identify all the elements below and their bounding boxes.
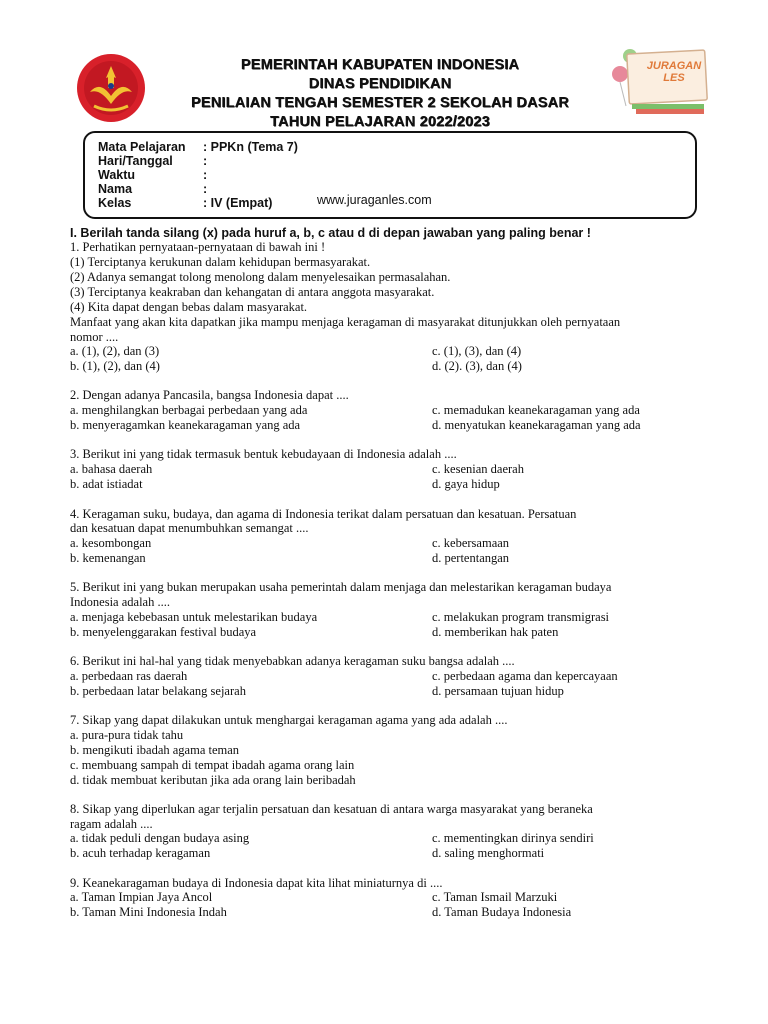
- info-value: :: [203, 154, 208, 168]
- juragan-les-logo: [608, 46, 712, 116]
- header-government: PEMERINTAH KABUPATEN INDONESIA: [240, 57, 520, 73]
- instruction-text: I. Berilah tanda silang (x) pada huruf a, b, c atau d di depan jawaban yang paling benar !: [70, 226, 591, 240]
- info-label: Waktu: [98, 168, 136, 182]
- question-8-option-d: d. saling menghormati: [432, 846, 545, 860]
- question-9-option-a: a. Taman Impian Jaya Ancol: [70, 890, 213, 904]
- question-5-option-a: a. menjaga kebebasan untuk melestarikan budaya: [70, 610, 318, 624]
- question-2-option-c: c. memadukan keanekaragaman yang ada: [432, 403, 640, 417]
- question-1-question-line-2: nomor ....: [70, 330, 119, 344]
- info-label: Nama: [98, 182, 133, 196]
- question-3-option-d: d. gaya hidup: [432, 477, 500, 491]
- info-value: :: [203, 168, 208, 182]
- question-7-option-c: c. membuang sampah di tempat ibadah agama orang lain: [70, 758, 355, 772]
- question-7-option-b: b. mengikuti ibadah agama teman: [70, 743, 240, 757]
- question-6-option-a: a. perbedaan ras daerah: [70, 669, 188, 683]
- question-6-option-d: d. persamaan tujuan hidup: [432, 684, 564, 698]
- question-8-stem-line-1: 8. Sikap yang diperlukan agar terjalin persatuan dan kesatuan di antara warga masyarakat yang beraneka: [70, 802, 593, 816]
- question-3-stem: 3. Berikut ini yang tidak termasuk bentuk kebudayaan di Indonesia adalah ....: [70, 447, 457, 461]
- question-1-option-b: b. (1), (2), dan (4): [70, 359, 160, 373]
- info-value: : IV (Empat): [203, 196, 273, 210]
- question-4-option-d: d. pertentangan: [432, 551, 510, 565]
- info-row-time: [98, 168, 207, 182]
- question-5-stem-line-1: 5. Berikut ini yang bukan merupakan usaha pemerintah dalam menjaga dan melestarikan keragaman budaya: [70, 580, 612, 594]
- question-9-option-b: b. Taman Mini Indonesia Indah: [70, 905, 227, 919]
- question-1-option-a: a. (1), (2), dan (3): [70, 344, 160, 358]
- header-department: DINAS PENDIDIKAN: [308, 76, 452, 92]
- question-3-option-c: c. kesenian daerah: [432, 462, 524, 476]
- question-2-option-d: d. menyatukan keanekaragaman yang ada: [432, 418, 641, 432]
- question-5-option-b: b. menyelenggarakan festival budaya: [70, 625, 257, 639]
- info-value: : PPKn (Tema 7): [203, 140, 298, 154]
- question-1-option-c: c. (1), (3), dan (4): [432, 344, 522, 358]
- question-1-statement-4: (4) Kita dapat dengan bebas dalam masyarakat.: [70, 300, 308, 314]
- question-7-stem: 7. Sikap yang dapat dilakukan untuk menghargai keragaman agama yang ada adalah ....: [70, 713, 508, 727]
- info-row-name: [98, 182, 207, 196]
- info-row-subject: [98, 140, 298, 154]
- website-text: www.juraganles.com: [317, 193, 432, 207]
- info-label: Hari/Tanggal: [98, 154, 173, 168]
- question-8-option-c: c. mementingkan dirinya sendiri: [432, 831, 594, 845]
- question-4-option-c: c. kebersamaan: [432, 536, 510, 550]
- question-5-stem-line-2: Indonesia adalah ....: [70, 595, 170, 609]
- header-exam-title: PENILAIAN TENGAH SEMESTER 2 SEKOLAH DASAR: [191, 95, 569, 111]
- info-label: Mata Pelajaran: [98, 140, 186, 154]
- question-1-option-d: d. (2). (3), dan (4): [432, 359, 522, 373]
- info-value: :: [203, 182, 208, 196]
- question-8-option-b: b. acuh terhadap keragaman: [70, 846, 211, 860]
- question-1-statement-2: (2) Adanya semangat tolong menolong dalam menyelesaikan permasalahan.: [70, 270, 451, 284]
- logo-text-les: LES: [663, 72, 685, 84]
- question-1-stem: 1. Perhatikan pernyataan-pernyataan di bawah ini !: [70, 240, 326, 254]
- info-row-date: [98, 154, 207, 168]
- question-7-option-a: a. pura-pura tidak tahu: [70, 728, 184, 742]
- question-6-option-b: b. perbedaan latar belakang sejarah: [70, 684, 246, 698]
- question-9-option-d: d. Taman Budaya Indonesia: [432, 905, 572, 919]
- question-2-option-a: a. menghilangkan berbagai perbedaan yang ada: [70, 403, 308, 417]
- question-4-option-a: a. kesombongan: [70, 536, 152, 550]
- tut-wuri-handayani-logo-icon: [70, 52, 152, 124]
- question-5-option-d: d. memberikan hak paten: [432, 625, 559, 639]
- question-3-option-b: b. adat istiadat: [70, 477, 143, 491]
- question-4-stem-line-1: 4. Keragaman suku, budaya, dan agama di Indonesia terikat dalam persatuan dan kesatuan. Persatuan: [70, 507, 577, 521]
- question-1-statement-3: (3) Terciptanya keakraban dan kehangatan di antara anggota masyarakat.: [70, 285, 435, 299]
- question-4-stem-line-2: dan kesatuan dapat menumbuhkan semangat ....: [70, 521, 309, 535]
- question-1-statement-1: (1) Terciptanya kerukunan dalam kehidupan bermasyarakat.: [70, 255, 371, 269]
- question-9-option-c: c. Taman Ismail Marzuki: [432, 890, 558, 904]
- question-4-option-b: b. kemenangan: [70, 551, 146, 565]
- question-3-option-a: a. bahasa daerah: [70, 462, 153, 476]
- info-row-class: [98, 196, 272, 210]
- question-8-stem-line-2: ragam adalah ....: [70, 817, 153, 831]
- student-info-box: [83, 131, 697, 219]
- question-9-stem: 9. Keanekaragaman budaya di Indonesia dapat kita lihat miniaturnya di ....: [70, 876, 443, 890]
- question-6-option-c: c. perbedaan agama dan kepercayaan: [432, 669, 618, 683]
- question-8-option-a: a. tidak peduli dengan budaya asing: [70, 831, 250, 845]
- header-school-year: TAHUN PELAJARAN 2022/2023: [270, 114, 490, 130]
- question-6-stem: 6. Berikut ini hal-hal yang tidak menyebabkan adanya keragaman suku bangsa adalah ....: [70, 654, 515, 668]
- question-5-option-c: c. melakukan program transmigrasi: [432, 610, 610, 624]
- info-label: Kelas: [98, 196, 132, 210]
- question-1-question-line-1: Manfaat yang akan kita dapatkan jika mampu menjaga keragaman di masyarakat ditunjukkan oleh pernyataan: [70, 315, 621, 329]
- logo-text-juragan: JURAGAN: [646, 60, 702, 72]
- question-2-stem: 2. Dengan adanya Pancasila, bangsa Indonesia dapat ....: [70, 388, 349, 402]
- question-2-option-b: b. menyeragamkan keanekaragaman yang ada: [70, 418, 301, 432]
- document-header: [160, 56, 600, 132]
- question-7-option-d: d. tidak membuat keributan jika ada orang lain beribadah: [70, 773, 356, 787]
